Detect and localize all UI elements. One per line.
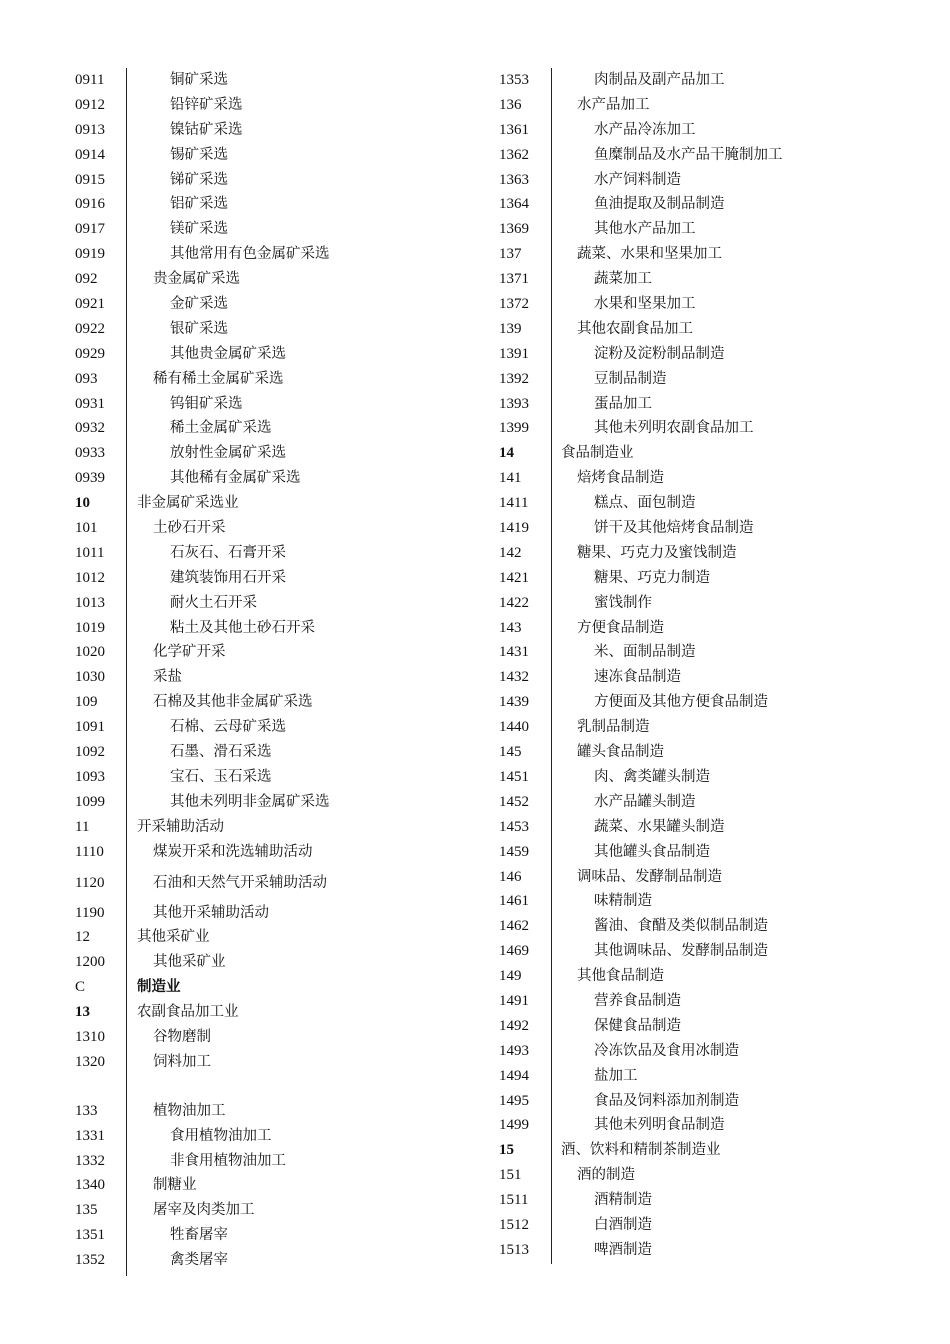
- industry-name: 银矿采选: [170, 320, 228, 337]
- classification-row: [499, 790, 919, 815]
- classification-row: [499, 93, 919, 118]
- classification-row: [75, 217, 475, 242]
- industry-name: 其他未列明非金属矿采选: [170, 793, 330, 810]
- industry-code: 151: [499, 1167, 522, 1184]
- industry-code: 1353: [499, 72, 529, 88]
- classification-row: [499, 491, 919, 516]
- classification-row: [75, 466, 475, 491]
- industry-name: 其他罐头食品制造: [594, 843, 710, 860]
- industry-code: 1440: [499, 719, 529, 736]
- industry-code: 1393: [499, 395, 529, 412]
- classification-row: [499, 1039, 919, 1064]
- classification-row: [75, 317, 475, 342]
- classification-row: [75, 1124, 475, 1149]
- industry-name: 调味品、发酵制品制造: [577, 868, 722, 885]
- classification-row: [75, 541, 475, 566]
- classification-row: [499, 665, 919, 690]
- industry-code: 1439: [499, 694, 529, 711]
- industry-name: 铜矿采选: [170, 72, 228, 88]
- industry-code: 1421: [499, 569, 529, 586]
- industry-code: 11: [75, 818, 90, 835]
- industry-name: 锡矿采选: [170, 146, 228, 163]
- industry-name: 禽类屠宰: [170, 1252, 228, 1269]
- classification-row: [499, 1014, 919, 1039]
- industry-code: 1494: [499, 1067, 529, 1084]
- industry-name: 其他常用有色金属矿采选: [170, 246, 330, 263]
- industry-code: 12: [75, 929, 90, 946]
- industry-code: 1493: [499, 1042, 529, 1059]
- industry-name: 方便食品制造: [577, 619, 664, 636]
- industry-code: 1391: [499, 345, 529, 362]
- industry-name: 速冻食品制造: [594, 669, 681, 686]
- industry-code: 142: [499, 544, 522, 561]
- industry-code: 0915: [75, 171, 105, 188]
- industry-code: 092: [75, 271, 98, 288]
- classification-row: [75, 925, 475, 950]
- industry-name: 贵金属矿采选: [153, 271, 240, 288]
- industry-name: 方便面及其他方便食品制造: [594, 694, 768, 711]
- classification-row: [499, 217, 919, 242]
- industry-code: 1451: [499, 768, 529, 785]
- classification-row: [499, 168, 919, 193]
- classification-row: [75, 1099, 475, 1124]
- industry-name: 耐火土石开采: [170, 594, 257, 611]
- classification-row: [75, 1000, 475, 1025]
- classification-row: [75, 865, 475, 901]
- industry-name: 石油和天然气开采辅助活动: [153, 874, 327, 891]
- industry-code: 1120: [75, 874, 105, 891]
- classification-row: [75, 93, 475, 118]
- industry-code: 0919: [75, 246, 105, 263]
- industry-name: 金矿采选: [170, 296, 228, 313]
- classification-row: [75, 690, 475, 715]
- classification-row: [499, 292, 919, 317]
- industry-code: 0933: [75, 445, 105, 462]
- industry-code: 10: [75, 495, 90, 512]
- classification-row: [75, 192, 475, 217]
- classification-row: [499, 192, 919, 217]
- classification-row: [75, 267, 475, 292]
- industry-code: 093: [75, 370, 98, 387]
- industry-name: 水产饲料制造: [594, 171, 681, 188]
- classification-row: [75, 143, 475, 168]
- classification-row: [499, 815, 919, 840]
- industry-code: 0916: [75, 196, 105, 213]
- industry-code: 1452: [499, 793, 529, 810]
- industry-name: 保健食品制造: [594, 1017, 681, 1034]
- industry-name: 淀粉及淀粉制品制造: [594, 345, 725, 362]
- industry-name: 粘土及其他土砂石开采: [170, 619, 315, 636]
- industry-name: 非食用植物油加工: [170, 1152, 286, 1169]
- industry-name: 其他贵金属矿采选: [170, 345, 286, 362]
- industry-name: 酒、饮料和精制茶制造业: [561, 1142, 721, 1159]
- industry-code: 1369: [499, 221, 529, 238]
- industry-code: 0932: [75, 420, 105, 437]
- classification-row: [499, 1188, 919, 1213]
- industry-name: 饲料加工: [153, 1053, 211, 1070]
- classification-row: [75, 516, 475, 541]
- classification-row: [499, 416, 919, 441]
- industry-name: 制糖业: [153, 1177, 197, 1194]
- classification-row: [499, 392, 919, 417]
- industry-name: 制造业: [137, 979, 181, 996]
- industry-name: 糖果、巧克力及蜜饯制造: [577, 544, 737, 561]
- industry-name: 铅锌矿采选: [170, 96, 243, 113]
- industry-code: 1352: [75, 1252, 105, 1269]
- industry-code: 1462: [499, 918, 529, 935]
- industry-code: 0939: [75, 470, 105, 487]
- industry-code: 1361: [499, 121, 529, 138]
- industry-code: 101: [75, 520, 98, 537]
- classification-row: [499, 1138, 919, 1163]
- classification-row: [499, 1213, 919, 1238]
- industry-code: 1364: [499, 196, 529, 213]
- industry-code: 1392: [499, 370, 529, 387]
- industry-name: 盐加工: [594, 1067, 638, 1084]
- industry-name: 其他采矿业: [137, 929, 210, 946]
- industry-name: 糕点、面包制造: [594, 495, 696, 512]
- industry-name: 其他未列明农副食品加工: [594, 420, 754, 437]
- industry-name: 宝石、玉石采选: [170, 768, 272, 785]
- industry-code: 1499: [499, 1117, 529, 1134]
- industry-name: 米、面制品制造: [594, 644, 696, 661]
- industry-name: 化学矿开采: [153, 644, 226, 661]
- industry-code: 1432: [499, 669, 529, 686]
- industry-code: 1512: [499, 1216, 529, 1233]
- industry-name: 农副食品加工业: [137, 1004, 239, 1021]
- industry-code: 0929: [75, 345, 105, 362]
- classification-row: [75, 1025, 475, 1050]
- classification-row: [75, 1149, 475, 1174]
- industry-code: 1495: [499, 1092, 529, 1109]
- industry-code: 1099: [75, 793, 105, 810]
- classification-row: [499, 68, 919, 93]
- industry-name: 牲畜屠宰: [170, 1227, 228, 1244]
- industry-name: 其他采矿业: [153, 954, 226, 971]
- industry-name: 冷冻饮品及食用冰制造: [594, 1042, 739, 1059]
- industry-name: 采盐: [153, 669, 182, 686]
- industry-name: 稀土金属矿采选: [170, 420, 272, 437]
- classification-row: [499, 1064, 919, 1089]
- industry-name: 味精制造: [594, 893, 652, 910]
- industry-code: 1431: [499, 644, 529, 661]
- industry-code: 1513: [499, 1241, 529, 1258]
- industry-name: 食品及饲料添加剂制造: [594, 1092, 739, 1109]
- industry-name: 钨钼矿采选: [170, 395, 243, 412]
- classification-row: [75, 901, 475, 926]
- industry-name: 其他开采辅助活动: [153, 904, 269, 921]
- industry-name: 酒精制造: [594, 1192, 652, 1209]
- industry-code: 1020: [75, 644, 105, 661]
- classification-row: [75, 975, 475, 1000]
- classification-row: [75, 950, 475, 975]
- industry-name: 肉、禽类罐头制造: [594, 768, 710, 785]
- industry-code: 137: [499, 246, 522, 263]
- industry-name: 鱼糜制品及水产品干腌制加工: [594, 146, 783, 163]
- classification-row: [75, 591, 475, 616]
- industry-code: 141: [499, 470, 522, 487]
- classification-row: [499, 740, 919, 765]
- classification-row: [75, 68, 475, 93]
- industry-name: 水产品加工: [577, 96, 650, 113]
- industry-code: 0931: [75, 395, 105, 412]
- industry-code: 1491: [499, 992, 529, 1009]
- industry-code: 0914: [75, 146, 105, 163]
- classification-row: [75, 1173, 475, 1198]
- industry-code: 1422: [499, 594, 529, 611]
- industry-code: 1340: [75, 1177, 105, 1194]
- industry-code: 1459: [499, 843, 529, 860]
- industry-name: 水产品冷冻加工: [594, 121, 696, 138]
- industry-code: 1362: [499, 146, 529, 163]
- industry-code: 1190: [75, 904, 105, 921]
- industry-name: 其他未列明食品制造: [594, 1117, 725, 1134]
- industry-name: 食用植物油加工: [170, 1127, 272, 1144]
- industry-name: 铝矿采选: [170, 196, 228, 213]
- classification-row: [75, 1248, 475, 1273]
- industry-name: 石灰石、石膏开采: [170, 544, 286, 561]
- classification-row: [499, 1163, 919, 1188]
- industry-code: 1012: [75, 569, 105, 586]
- right-classification-column: [499, 68, 919, 1263]
- industry-name: 非金属矿采选业: [137, 495, 239, 512]
- classification-row: [499, 242, 919, 267]
- industry-code: 0917: [75, 221, 105, 238]
- classification-row: [75, 715, 475, 740]
- industry-code: 1419: [499, 520, 529, 537]
- classification-row: [499, 914, 919, 939]
- industry-code: 135: [75, 1202, 98, 1219]
- industry-name: 石棉及其他非金属矿采选: [153, 694, 313, 711]
- industry-name: 屠宰及肉类加工: [153, 1202, 255, 1219]
- industry-code: 1363: [499, 171, 529, 188]
- classification-row: [75, 168, 475, 193]
- classification-row: [499, 591, 919, 616]
- industry-name: 稀有稀土金属矿采选: [153, 370, 284, 387]
- industry-name: 镍钴矿采选: [170, 121, 243, 138]
- industry-code: 1310: [75, 1028, 105, 1045]
- industry-name: 蛋品加工: [594, 395, 652, 412]
- classification-row: [75, 765, 475, 790]
- industry-name: 水果和坚果加工: [594, 296, 696, 313]
- classification-row: [75, 640, 475, 665]
- classification-row: [499, 765, 919, 790]
- industry-name: 酒的制造: [577, 1167, 635, 1184]
- classification-row: [499, 616, 919, 641]
- industry-name: 植物油加工: [153, 1102, 226, 1119]
- industry-code: 1019: [75, 619, 105, 636]
- industry-code: 1461: [499, 893, 529, 910]
- industry-name: 水产品罐头制造: [594, 793, 696, 810]
- industry-code: 1331: [75, 1127, 105, 1144]
- industry-name: 饼干及其他焙烤食品制造: [594, 520, 754, 537]
- industry-name: 营养食品制造: [594, 992, 681, 1009]
- industry-name: 煤炭开采和洗选辅助活动: [153, 843, 313, 860]
- industry-code: 15: [499, 1142, 514, 1159]
- classification-row: [499, 342, 919, 367]
- industry-name: 镁矿采选: [170, 221, 228, 238]
- industry-name: 其他稀有金属矿采选: [170, 470, 301, 487]
- classification-row: [499, 1113, 919, 1138]
- classification-row: [499, 889, 919, 914]
- industry-name: 白酒制造: [594, 1216, 652, 1233]
- classification-row: [75, 1075, 475, 1099]
- classification-row: [499, 939, 919, 964]
- classification-row: [499, 715, 919, 740]
- industry-name: 建筑装饰用石开采: [170, 569, 286, 586]
- industry-code: 1110: [75, 843, 104, 860]
- industry-code: 1469: [499, 943, 529, 960]
- classification-row: [75, 242, 475, 267]
- industry-code: 146: [499, 868, 522, 885]
- industry-name: 其他农副食品加工: [577, 320, 693, 337]
- industry-name: 锑矿采选: [170, 171, 228, 188]
- industry-name: 开采辅助活动: [137, 818, 224, 835]
- industry-code: 1013: [75, 594, 105, 611]
- classification-row: [499, 989, 919, 1014]
- industry-code: 1093: [75, 768, 105, 785]
- classification-row: [75, 491, 475, 516]
- classification-row: [499, 541, 919, 566]
- classification-row: [499, 317, 919, 342]
- classification-row: [499, 640, 919, 665]
- industry-name: 蔬菜、水果和坚果加工: [577, 246, 722, 263]
- industry-name: 焙烤食品制造: [577, 470, 664, 487]
- industry-code: C: [75, 979, 86, 996]
- industry-name: 石棉、云母矿采选: [170, 719, 286, 736]
- classification-row: [75, 1050, 475, 1075]
- classification-row: [75, 840, 475, 865]
- industry-code: 1320: [75, 1053, 105, 1070]
- industry-code: 0912: [75, 96, 105, 113]
- classification-row: [499, 566, 919, 591]
- classification-row: [75, 566, 475, 591]
- classification-row: [75, 416, 475, 441]
- industry-code: 1091: [75, 719, 105, 736]
- classification-row: [75, 616, 475, 641]
- industry-code: 136: [499, 96, 522, 113]
- industry-code: 1011: [75, 544, 105, 561]
- industry-code: 0922: [75, 320, 105, 337]
- industry-code: 145: [499, 744, 522, 761]
- classification-row: [499, 865, 919, 890]
- classification-row: [499, 143, 919, 168]
- classification-row: [75, 292, 475, 317]
- classification-row: [75, 342, 475, 367]
- industry-name: 谷物磨制: [153, 1028, 211, 1045]
- classification-row: [499, 367, 919, 392]
- industry-code: 1411: [499, 495, 529, 512]
- industry-code: 14: [499, 445, 514, 462]
- industry-code: 0921: [75, 296, 105, 313]
- classification-row: [499, 118, 919, 143]
- industry-code: 1351: [75, 1227, 105, 1244]
- classification-row: [75, 1198, 475, 1223]
- industry-name: 啤酒制造: [594, 1241, 652, 1258]
- industry-name: 乳制品制造: [577, 719, 650, 736]
- industry-name: 石墨、滑石采选: [170, 744, 272, 761]
- classification-row: [75, 367, 475, 392]
- industry-name: 蜜饯制作: [594, 594, 652, 611]
- industry-code: 1200: [75, 954, 105, 971]
- industry-name: 食品制造业: [561, 445, 634, 462]
- industry-code: 13: [75, 1004, 90, 1021]
- industry-code: 1492: [499, 1017, 529, 1034]
- industry-name: 放射性金属矿采选: [170, 445, 286, 462]
- industry-code: 0911: [75, 72, 105, 88]
- industry-name: 蔬菜加工: [594, 271, 652, 288]
- industry-name: 酱油、食醋及类似制品制造: [594, 918, 768, 935]
- industry-code: 143: [499, 619, 522, 636]
- industry-name: 肉制品及副产品加工: [594, 72, 725, 88]
- classification-row: [499, 840, 919, 865]
- classification-row: [75, 740, 475, 765]
- classification-row: [499, 267, 919, 292]
- left-classification-column: [75, 68, 475, 1273]
- industry-name: 其他食品制造: [577, 968, 664, 985]
- industry-code: 133: [75, 1102, 98, 1119]
- industry-code: 1030: [75, 669, 105, 686]
- classification-row: [499, 690, 919, 715]
- industry-code: 1511: [499, 1192, 529, 1209]
- industry-code: 1371: [499, 271, 529, 288]
- industry-name: 鱼油提取及制品制造: [594, 196, 725, 213]
- industry-code: 1453: [499, 818, 529, 835]
- classification-row: [499, 516, 919, 541]
- classification-row: [75, 815, 475, 840]
- classification-row: [499, 1238, 919, 1263]
- industry-name: 罐头食品制造: [577, 744, 664, 761]
- classification-row: [499, 1089, 919, 1114]
- industry-name: 糖果、巧克力制造: [594, 569, 710, 586]
- industry-name: 其他水产品加工: [594, 221, 696, 238]
- industry-name: 土砂石开采: [153, 520, 226, 537]
- classification-row: [75, 665, 475, 690]
- classification-row: [75, 392, 475, 417]
- industry-code: 109: [75, 694, 98, 711]
- industry-name: 其他调味品、发酵制品制造: [594, 943, 768, 960]
- industry-code: 1332: [75, 1152, 105, 1169]
- classification-row: [75, 790, 475, 815]
- classification-row: [499, 466, 919, 491]
- classification-row: [499, 964, 919, 989]
- industry-code: 1092: [75, 744, 105, 761]
- industry-code: 1372: [499, 296, 529, 313]
- industry-name: 蔬菜、水果罐头制造: [594, 818, 725, 835]
- classification-row: [499, 441, 919, 466]
- industry-code: 1399: [499, 420, 529, 437]
- industry-code: 149: [499, 968, 522, 985]
- classification-row: [75, 441, 475, 466]
- industry-code: 0913: [75, 121, 105, 138]
- industry-code: 139: [499, 320, 522, 337]
- classification-row: [75, 118, 475, 143]
- classification-row: [75, 1223, 475, 1248]
- industry-name: 豆制品制造: [594, 370, 667, 387]
